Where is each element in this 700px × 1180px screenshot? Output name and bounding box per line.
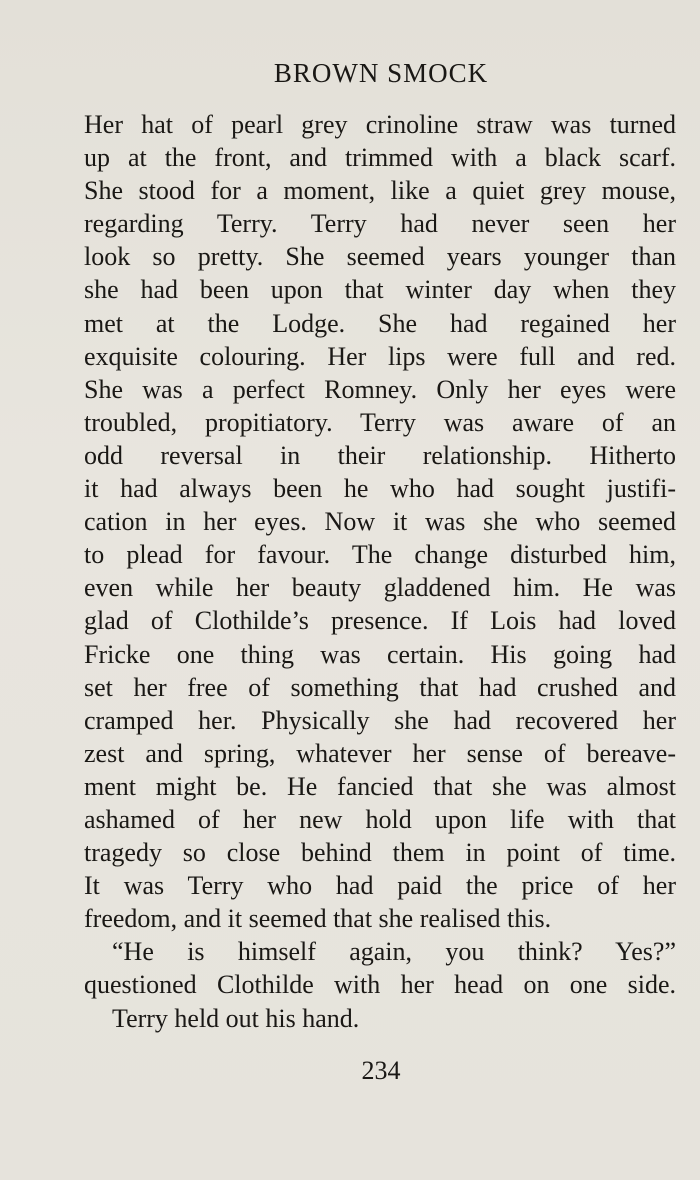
text-line: odd reversal in their relationship. Hitherto — [84, 440, 676, 470]
text-line: set her free of something that had crushed and — [84, 672, 676, 702]
text-line: cation in her eyes. Now it was she who seemed — [84, 507, 676, 537]
text-line: up at the front, and trimmed with a black scarf. — [84, 143, 676, 173]
text-line: Terry held out his hand. — [112, 1003, 360, 1033]
text-line: troubled, propitiatory. Terry was aware of an — [84, 407, 676, 437]
text-line: She was a perfect Romney. Only her eyes were — [84, 374, 676, 404]
text-line: exquisite colouring. Her lips were full and red. — [84, 341, 676, 371]
text-line: zest and spring, whatever her sense of bereave- — [84, 738, 676, 768]
text-line: ashamed of her new hold upon life with that — [84, 804, 676, 834]
text-line: questioned Clothilde with her head on one side. — [84, 970, 676, 1000]
text-line: She stood for a moment, like a quiet grey mouse, — [84, 176, 676, 206]
page-number: 234 — [361, 1056, 401, 1085]
text-line: Fricke one thing was certain. His going had — [84, 639, 676, 669]
text-line: look so pretty. She seemed years younger than — [84, 242, 676, 272]
text-line: cramped her. Physically she had recovered her — [84, 705, 676, 735]
text-line: “He is himself again, you think? Yes?” — [112, 937, 676, 967]
text-line: ment might be. He fancied that she was almost — [84, 771, 676, 801]
text-line: It was Terry who had paid the price of her — [84, 871, 676, 901]
text-line: regarding Terry. Terry had never seen her — [84, 209, 676, 239]
text-line: glad of Clothilde’s presence. If Lois had loved — [84, 606, 676, 636]
text-line: tragedy so close behind them in point of time. — [84, 838, 676, 868]
text-line: it had always been he who had sought justifi- — [84, 474, 676, 504]
text-line: freedom, and it seemed that she realised this. — [84, 904, 552, 934]
text-line: she had been upon that winter day when they — [84, 275, 676, 305]
text-line: to plead for favour. The change disturbed him, — [84, 540, 676, 570]
text-line: Her hat of pearl grey crinoline straw was turned — [84, 110, 676, 139]
running-head: BROWN SMOCK — [273, 58, 489, 88]
text-line: met at the Lodge. She had regained her — [84, 308, 676, 338]
body-text — [84, 108, 676, 1035]
text-line: even while her beauty gladdened him. He was — [84, 573, 676, 603]
